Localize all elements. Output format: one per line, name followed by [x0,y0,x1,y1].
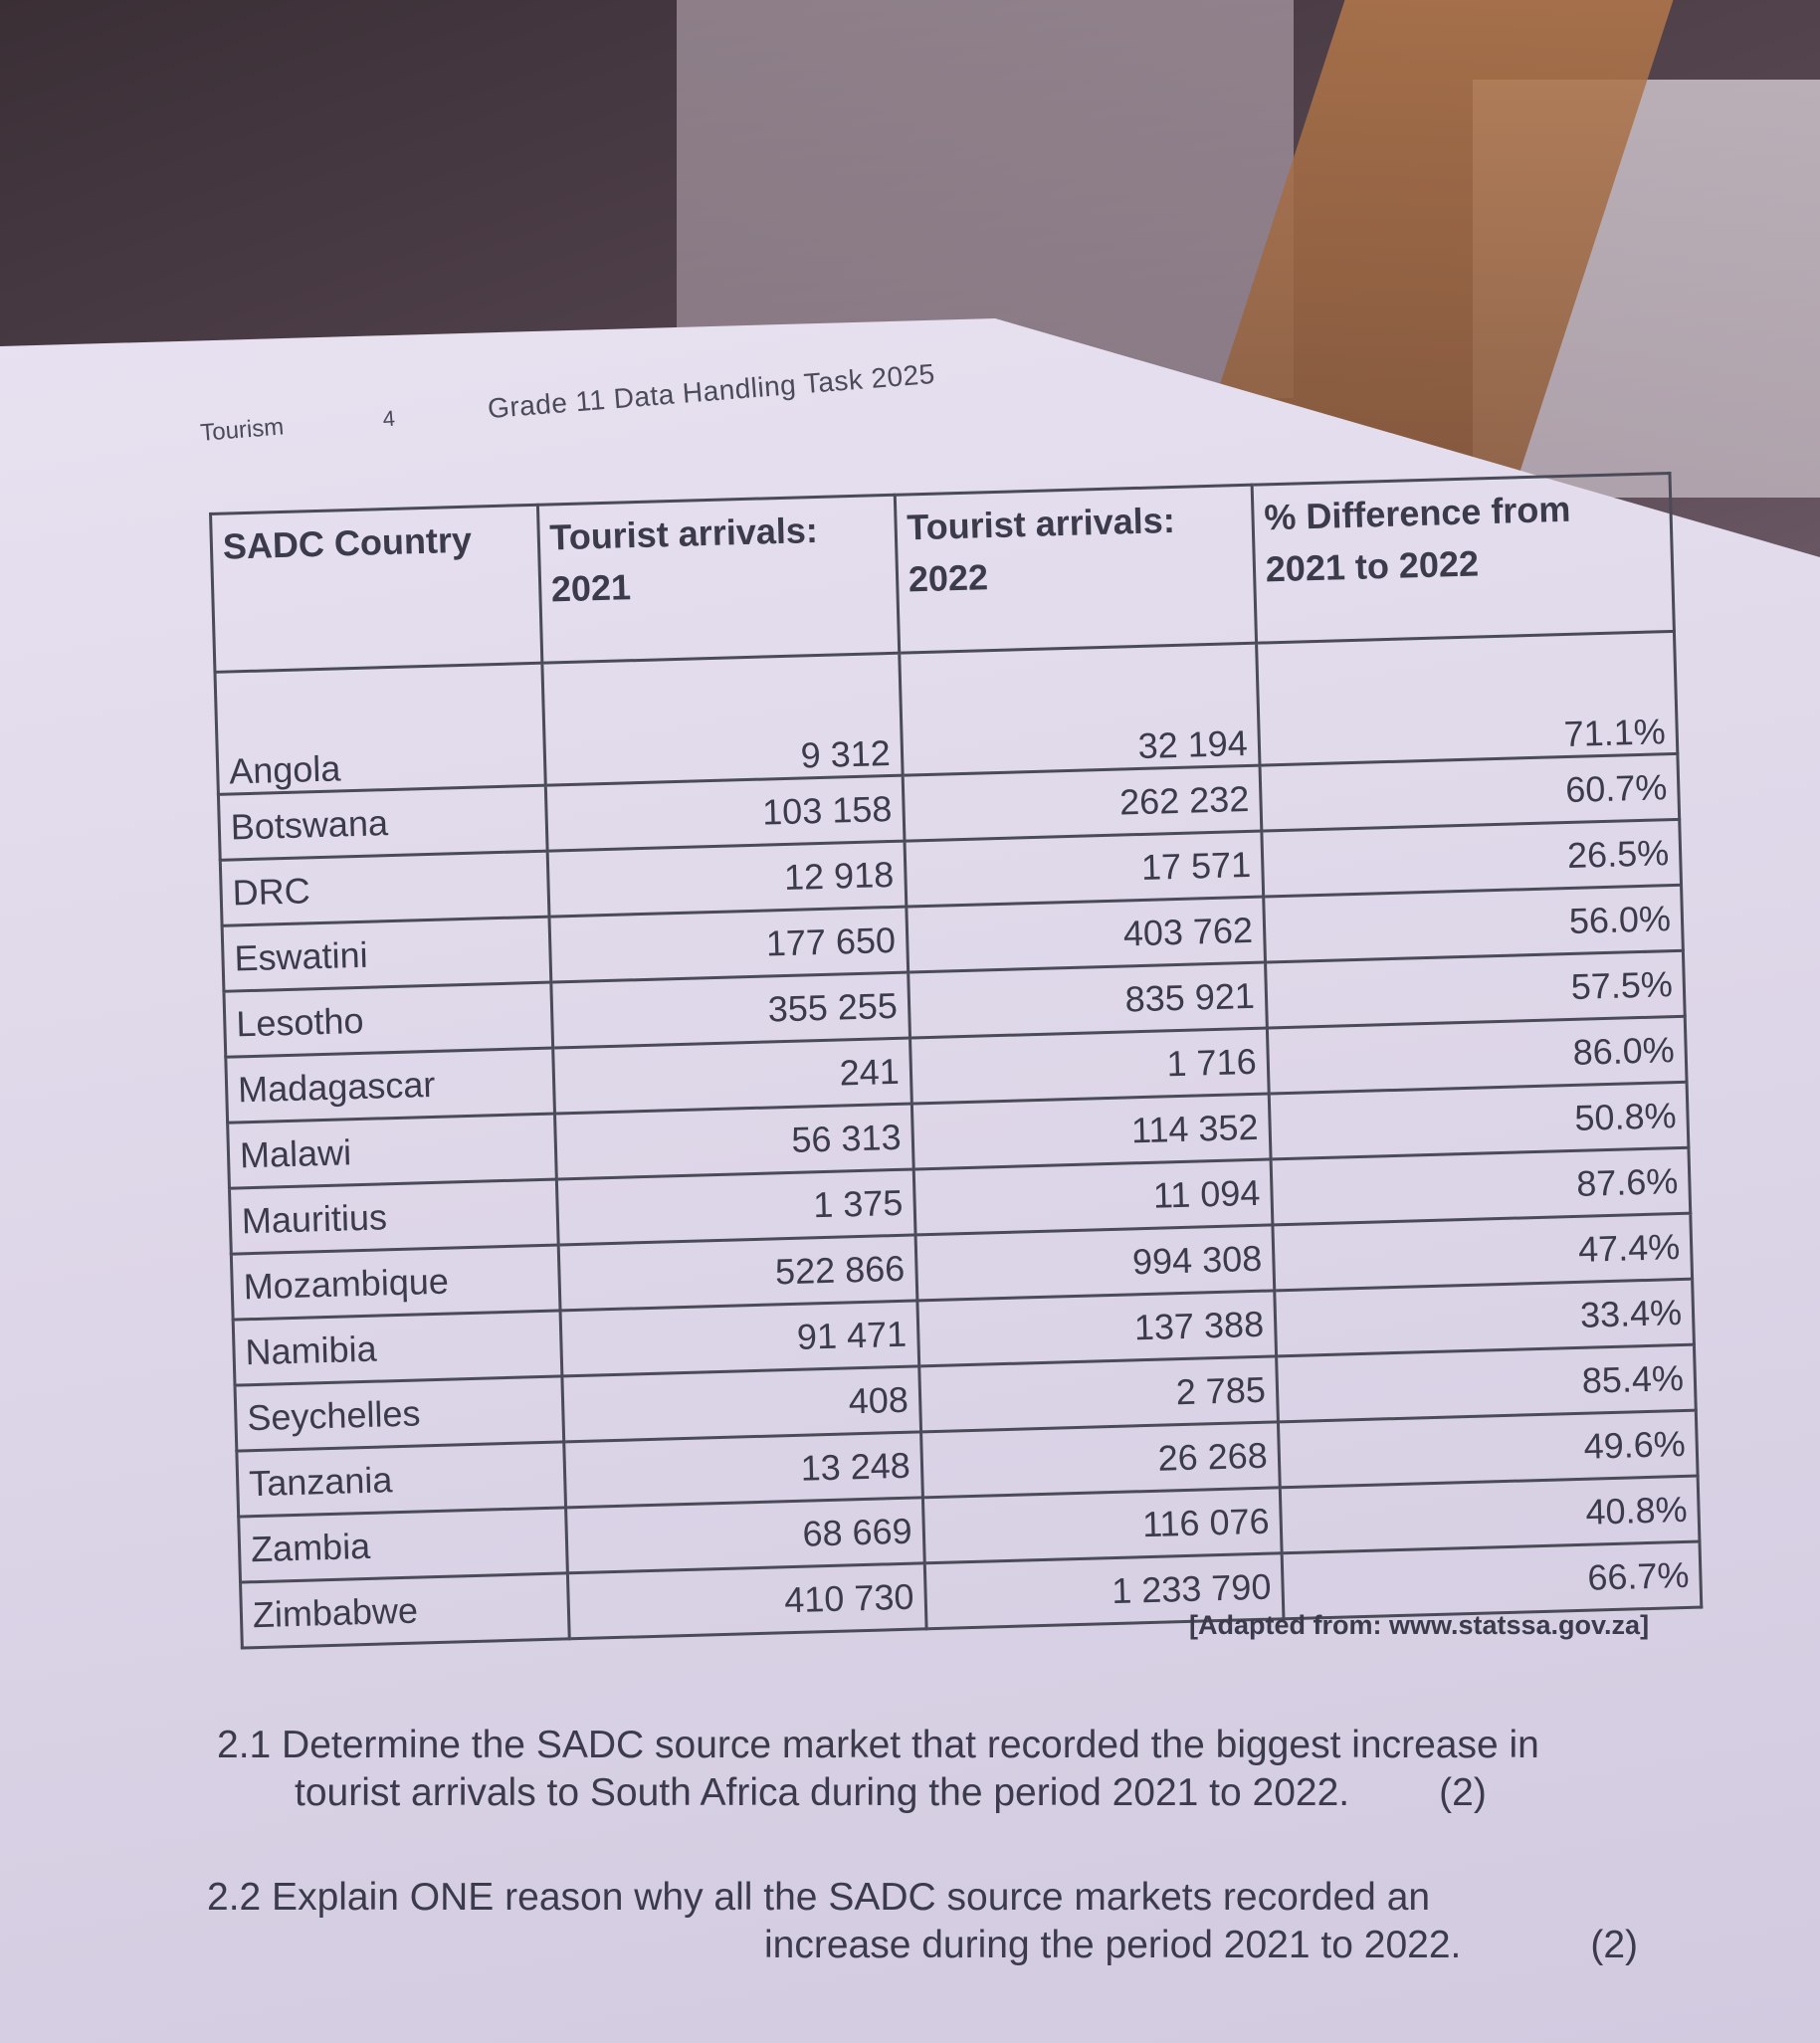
arrivals-2022-cell: 262 232 [903,765,1262,841]
arrivals-2021-cell: 1 375 [556,1169,915,1245]
question-2-1-marks: (2) [1439,1771,1487,1814]
table-body [215,631,1702,1648]
table-source: [Adapted from: www.statssa.gov.za] [1189,1610,1650,1640]
country-cell: Zambia [239,1508,567,1582]
arrivals-2022-cell: 114 352 [911,1094,1271,1169]
column-header-country: SADC Country [211,505,542,672]
arrivals-2021-cell: 91 471 [560,1301,919,1376]
country-cell: Madagascar [226,1048,554,1123]
arrivals-2021-cell: 177 650 [549,907,909,982]
header-task-title: Grade 11 Data Handling Task 2025 [486,357,936,425]
country-cell: Seychelles [235,1376,563,1451]
question-2-2-line2-wrap [207,1922,1719,1969]
difference-cell: 71.1% [1256,631,1677,765]
difference-cell: 87.6% [1271,1147,1691,1225]
difference-cell: 60.7% [1260,753,1680,831]
arrivals-2022-cell: 994 308 [915,1225,1275,1301]
question-2-2-line2: increase during the period 2021 to 2022. [764,1924,1462,1966]
arrivals-2022-cell: 835 921 [908,962,1267,1038]
country-cell: Angola [215,663,545,794]
question-2-1-line2-wrap [217,1769,1630,1817]
country-cell: Mozambique [231,1245,559,1320]
arrivals-2022-cell: 1 716 [910,1028,1269,1104]
difference-cell: 33.4% [1275,1279,1695,1356]
table-container [209,472,1703,1650]
arrivals-2022-cell: 1 233 790 [924,1553,1284,1629]
arrivals-2022-cell: 17 571 [905,831,1264,907]
question-2-1 [217,1722,1630,1817]
country-cell: Tanzania [237,1442,565,1517]
arrivals-2022-cell: 11 094 [913,1159,1273,1235]
arrivals-2022-cell: 403 762 [907,897,1266,972]
country-cell: Namibia [233,1311,561,1385]
page-header [199,338,1193,448]
country-cell: Botswana [218,785,546,860]
arrivals-2021-cell: 410 730 [567,1563,926,1639]
country-cell: Mauritius [229,1179,557,1254]
arrivals-2021-cell: 103 158 [545,775,905,851]
difference-cell: 26.5% [1262,819,1682,897]
difference-cell: 49.6% [1278,1410,1698,1488]
country-cell: Malawi [228,1114,556,1188]
difference-cell: 85.4% [1276,1344,1696,1422]
difference-cell: 40.8% [1280,1476,1700,1553]
difference-cell: 56.0% [1264,885,1684,962]
tourist-arrivals-table [209,472,1703,1650]
difference-cell: 50.8% [1269,1082,1689,1159]
arrivals-2021-cell: 13 248 [563,1432,922,1508]
header-subject: Tourism [199,413,286,447]
column-header-2021: Tourist arrivals: 2021 [537,495,899,663]
country-cell: Eswatini [222,917,550,991]
arrivals-2022-cell: 26 268 [920,1422,1280,1498]
country-cell: Lesotho [224,982,552,1057]
arrivals-2022-cell: 32 194 [899,643,1259,775]
difference-cell: 86.0% [1267,1016,1687,1094]
country-cell: Zimbabwe [241,1573,569,1648]
difference-cell: 66.7% [1282,1541,1702,1619]
column-header-difference: % Difference from 2021 to 2022 [1252,473,1674,643]
question-2-2 [207,1874,1719,1969]
arrivals-2021-cell: 355 255 [550,972,910,1048]
arrivals-2021-cell: 12 918 [547,841,907,917]
arrivals-2021-cell: 408 [561,1366,920,1442]
difference-cell: 47.4% [1273,1213,1693,1291]
question-2-1-line1: 2.1 Determine the SADC source market that recorded the biggest increase in [217,1724,1539,1766]
difference-cell: 57.5% [1265,950,1685,1028]
arrivals-2022-cell: 2 785 [918,1356,1278,1432]
arrivals-2021-cell: 56 313 [554,1104,913,1179]
arrivals-2021-cell: 9 312 [541,653,902,785]
arrivals-2022-cell: 137 388 [917,1291,1277,1366]
question-2-2-marks: (2) [1590,1924,1639,1966]
country-cell: DRC [220,851,548,925]
arrivals-2021-cell: 241 [552,1038,911,1114]
question-2-1-line2: tourist arrivals to South Africa during the period 2021 to 2022. [295,1771,1350,1814]
arrivals-2021-cell: 68 669 [565,1498,924,1573]
question-2-2-line1: 2.2 Explain ONE reason why all the SADC source markets recorded an [207,1876,1431,1919]
arrivals-2021-cell: 522 866 [558,1235,917,1311]
column-header-2022: Tourist arrivals: 2022 [895,485,1256,653]
header-page-number: 4 [381,405,396,432]
arrivals-2022-cell: 116 076 [922,1488,1282,1563]
